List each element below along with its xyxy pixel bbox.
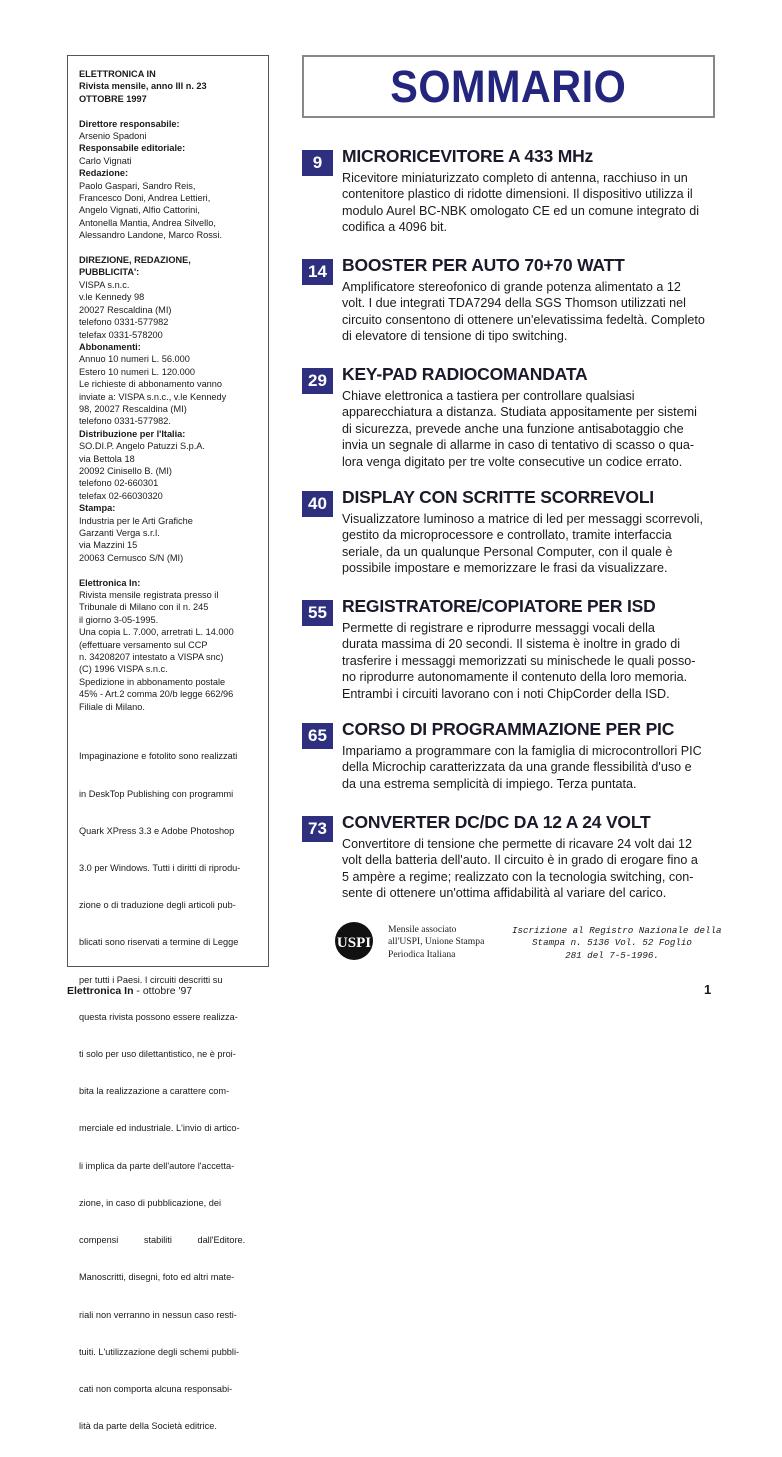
elettronica-line: (C) 1996 VISPA s.n.c.: [79, 664, 168, 675]
description-line: Ricevitore miniaturizzato completo di antenna, racchiuso in un: [342, 171, 688, 185]
article-description: [342, 170, 717, 236]
note-line: compensi stabiliti dall'Editore.: [79, 1235, 246, 1246]
note-line: Manoscritti, disegni, foto ed altri mate-: [79, 1272, 235, 1283]
description-line: volt della batteria dell'auto. Il circuito è in grado di erogare fino a: [342, 853, 698, 868]
description-line: Chiave elettronica a tastiera per controllare qualsiasi: [342, 389, 635, 403]
abbonamenti-line: inviate a: VISPA s.n.c., v.le Kennedy: [79, 391, 227, 402]
elettronica-heading: Elettronica In:: [79, 577, 141, 588]
distribuzione-heading: Distribuzione per l'Italia:: [79, 428, 186, 439]
elettronica-line: Una copia L. 7.000, arretrati L. 14.000: [79, 627, 234, 638]
note-line: blicati sono riservati a termine di Legge: [79, 937, 239, 948]
staff-role: Direttore responsabile:: [79, 118, 180, 129]
assoc-line: Mensile associato: [388, 924, 457, 935]
note-line: li implica da parte dell'autore l'accetta-: [79, 1160, 235, 1171]
description-line: della Microchip caratterizzata da una grande flessibilità d'uso e: [342, 760, 692, 775]
article-title[interactable]: KEY-PAD RADIOCOMANDATA: [342, 364, 588, 384]
article-title[interactable]: BOOSTER PER AUTO 70+70 WATT: [342, 255, 625, 275]
description-line: trasferire i messaggi memorizzati su minischede le quali posso-: [342, 653, 696, 668]
page-number-badge: 65: [302, 723, 333, 749]
staff-name: Angelo Vignati, Alfio Cattorini,: [79, 205, 200, 216]
description-line: durata massima di 20 secondi. Il sistema è inoltre in grado di: [342, 637, 681, 652]
abbonamenti-line: Estero 10 numeri L. 120.000: [79, 366, 195, 377]
elettronica-line: il giorno 3-05-1995.: [79, 614, 159, 625]
description-line: 5 ampère a regime; realizzato con la tecnologia switching, con-: [342, 869, 694, 884]
direzione-line: telefono 0331-577982: [79, 317, 169, 328]
stampa-line: 20063 Cernusco S/N (MI): [79, 552, 184, 563]
description-line: Visualizzatore luminoso a matrice di led per messaggi scorrevoli,: [342, 512, 703, 526]
colophon-header-line: OTTOBRE 1997: [79, 93, 147, 104]
note-line: ti solo per uso dilettantistico, ne è proi-: [79, 1049, 236, 1060]
article-description: [342, 836, 717, 902]
description-line: invia un segnale di allarme in caso di tentativo di scasso o qua-: [342, 438, 695, 453]
distribuzione-line: via Bettola 18: [79, 453, 135, 464]
abbonamenti-line: Annuo 10 numeri L. 56.000: [79, 354, 190, 365]
colophon-note: [79, 725, 258, 1457]
description-line: modulo Aurel BC-NBK omologato CE ed un comune integrato di: [342, 203, 700, 218]
abbonamenti-heading: Abbonamenti:: [79, 341, 141, 352]
elettronica-line: Spedizione in abbonamento postale: [79, 676, 226, 687]
note-line: cati non comporta alcuna responsabi-: [79, 1384, 233, 1394]
description-line: Amplificatore stereofonico di grande potenza alimentato a 12: [342, 280, 681, 294]
note-line: questa rivista possono essere realizza-: [79, 1011, 238, 1022]
colophon-header-line: Rivista mensile, anno III n. 23: [79, 81, 207, 92]
note-line: zione, in caso di pubblicazione, dei: [79, 1197, 221, 1208]
article-title[interactable]: CORSO DI PROGRAMMAZIONE PER PIC: [342, 719, 675, 739]
description-line: di elevatore di tensione di tipo switching.: [342, 329, 568, 344]
direzione-line: 20027 Rescaldina (MI): [79, 304, 172, 315]
staff-role: Redazione:: [79, 168, 129, 179]
title-box: [302, 55, 715, 118]
description-line: volt. I due integrati TDA7294 della SGS Thomson utilizzati nel: [342, 296, 686, 311]
page-number-badge: 40: [302, 491, 333, 517]
article-description: [342, 511, 717, 577]
elettronica-line: n. 34208207 intestato a VISPA snc): [79, 652, 224, 663]
description-line: codifica a 4096 bit.: [342, 220, 448, 235]
note-line: lità da parte della Società editrice.: [79, 1421, 217, 1432]
elettronica-line: 45% - Art.2 comma 20/b legge 662/96: [79, 689, 234, 700]
note-line: riali non verranno in nessun caso resti-: [79, 1309, 237, 1320]
abbonamenti-line: 98, 20027 Rescaldina (MI): [79, 403, 187, 414]
staff-name: Antonella Mantia, Andrea Silvello,: [79, 217, 216, 228]
description-line: Convertitore di tensione che permette di ricavare 24 volt dai 12: [342, 837, 693, 851]
article-title[interactable]: REGISTRATORE/COPIATORE PER ISD: [342, 596, 656, 616]
description-line: gestito da microprocessore e controllato, tramite interfaccia: [342, 528, 672, 543]
footer-issue: - ottobre '97: [133, 985, 193, 997]
description-line: contenitore plastico di ridotte dimensioni. Il dispositivo utilizza il: [342, 187, 693, 202]
note-line: 3.0 per Windows. Tutti i diritti di riprodu-: [79, 862, 241, 873]
registro-note: [512, 925, 722, 962]
footer-magazine-issue: [67, 985, 192, 997]
description-line: possibile impostare e memorizzare le frasi da visualizzare.: [342, 561, 668, 576]
staff-name: Alessandro Landone, Marco Rossi.: [79, 230, 222, 241]
registro-line: Stampa n. 5136 Vol. 52 Foglio: [532, 937, 692, 949]
page-number-badge: 14: [302, 259, 333, 285]
colophon-header: [79, 68, 258, 105]
uspi-logo-icon: [334, 921, 374, 961]
description-line: da una estrema semplicità di impiego. Terza puntata.: [342, 776, 637, 791]
registro-line: 281 del 7-5-1996.: [565, 949, 659, 961]
abbonamenti-line: telefono 0331-577982.: [79, 416, 171, 427]
uspi-association-note: [388, 924, 508, 961]
stampa-line: via Mazzini 15: [79, 540, 138, 551]
staff-role: Responsabile editoriale:: [79, 143, 186, 154]
description-line: di sicurezza, prevede anche una funzione antisabotaggio che: [342, 421, 684, 436]
colophon-staff: [79, 118, 258, 242]
note-line: in DeskTop Publishing con programmi: [79, 788, 234, 799]
note-line: per tutti i Paesi. I circuiti descritti su: [79, 974, 223, 985]
article-description: [342, 620, 717, 702]
description-line: seriale, da un qualunque Personal Computer, con il quale è: [342, 544, 673, 559]
article-title[interactable]: DISPLAY CON SCRITTE SCORREVOLI: [342, 487, 654, 507]
direzione-line: VISPA s.n.c.: [79, 279, 130, 290]
staff-name: Carlo Vignati: [79, 155, 132, 166]
distribuzione-line: SO.DI.P. Angelo Patuzzi S.p.A.: [79, 441, 205, 452]
direzione-line: v.le Kennedy 98: [79, 292, 145, 303]
abbonamenti-line: Le richieste di abbonamento vanno: [79, 379, 223, 390]
direzione-line: telefax 0331-578200: [79, 329, 163, 340]
staff-name: Paolo Gaspari, Sandro Reis,: [79, 180, 196, 191]
article-description: [342, 279, 717, 345]
stampa-line: Garzanti Verga s.r.l.: [79, 528, 160, 538]
elettronica-line: Filiale di Milano.: [79, 701, 145, 712]
stampa-line: Industria per le Arti Grafiche: [79, 515, 193, 526]
distribuzione-line: telefono 02-660301: [79, 478, 159, 489]
footer-magazine: Elettronica In: [67, 985, 134, 997]
colophon-direzione: [79, 254, 258, 564]
note-line: tuiti. L'utilizzazione degli schemi pubbli-: [79, 1346, 240, 1357]
elettronica-line: Rivista mensile registrata presso il: [79, 590, 219, 601]
page-title: SOMMARIO: [390, 60, 627, 112]
colophon-header-line: ELETTRONICA IN: [79, 69, 156, 79]
stampa-heading: Stampa:: [79, 503, 116, 514]
page-number-badge: 9: [302, 150, 333, 176]
description-line: Permette di registrare e riprodurre messaggi vocali della: [342, 621, 655, 635]
note-line: merciale ed industriale. L'invio di artico-: [79, 1123, 240, 1134]
description-line: lora venga digitato per tre volte consecutive un codice errato.: [342, 454, 683, 469]
description-line: Impariamo a programmare con la famiglia di microcontrollori PIC: [342, 744, 702, 758]
staff-name: Francesco Doni, Andrea Lettieri,: [79, 193, 211, 204]
elettronica-line: Tribunale di Milano con il n. 245: [79, 602, 209, 613]
registro-line: Iscrizione al Registro Nazionale della: [512, 925, 722, 936]
staff-name: Arsenio Spadoni: [79, 131, 147, 142]
page-number-badge: 55: [302, 600, 333, 626]
description-line: no riprodurre autonomamente il contenuto della loro memoria.: [342, 670, 688, 685]
direzione-heading: PUBBLICITA':: [79, 267, 140, 278]
article-title[interactable]: CONVERTER DC/DC DA 12 A 24 VOLT: [342, 812, 651, 832]
note-line: bita la realizzazione a carattere com-: [79, 1086, 230, 1097]
description-line: sente di ottenere un'ottima affidabilità al variare del carico.: [342, 886, 667, 901]
description-line: apparecchiatura a distanza. Studiata appositamente per sistemi: [342, 405, 697, 420]
description-line: circuito consentono di ottenere un'elevatissima fedeltà. Completo: [342, 312, 705, 327]
note-line: Impaginazione e fotolito sono realizzati: [79, 751, 238, 762]
elettronica-line: (effettuare versamento sul CCP: [79, 639, 208, 650]
direzione-heading: DIREZIONE, REDAZIONE,: [79, 255, 191, 266]
page-number-badge: 29: [302, 368, 333, 394]
description-line: Entrambi i circuiti lavorano con i noti ChipCorder della ISD.: [342, 686, 670, 701]
article-title[interactable]: MICRORICEVITORE A 433 MHz: [342, 146, 594, 166]
assoc-line: Periodica Italiana: [388, 948, 456, 960]
page-number: 1: [704, 982, 712, 997]
distribuzione-line: telefax 02-66030320: [79, 490, 163, 501]
colophon-registrazione: [79, 577, 258, 713]
distribuzione-line: 20092 Cinisello B. (MI): [79, 465, 172, 476]
note-line: zione o di traduzione degli articoli pub-: [79, 900, 236, 911]
uspi-logo-text: USPI: [336, 935, 372, 951]
note-line: Quark XPress 3.3 e Adobe Photoshop: [79, 825, 235, 836]
article-description: [342, 388, 717, 470]
page-number-badge: 73: [302, 816, 333, 842]
assoc-line: all'USPI, Unione Stampa: [388, 936, 485, 948]
article-description: [342, 743, 717, 792]
